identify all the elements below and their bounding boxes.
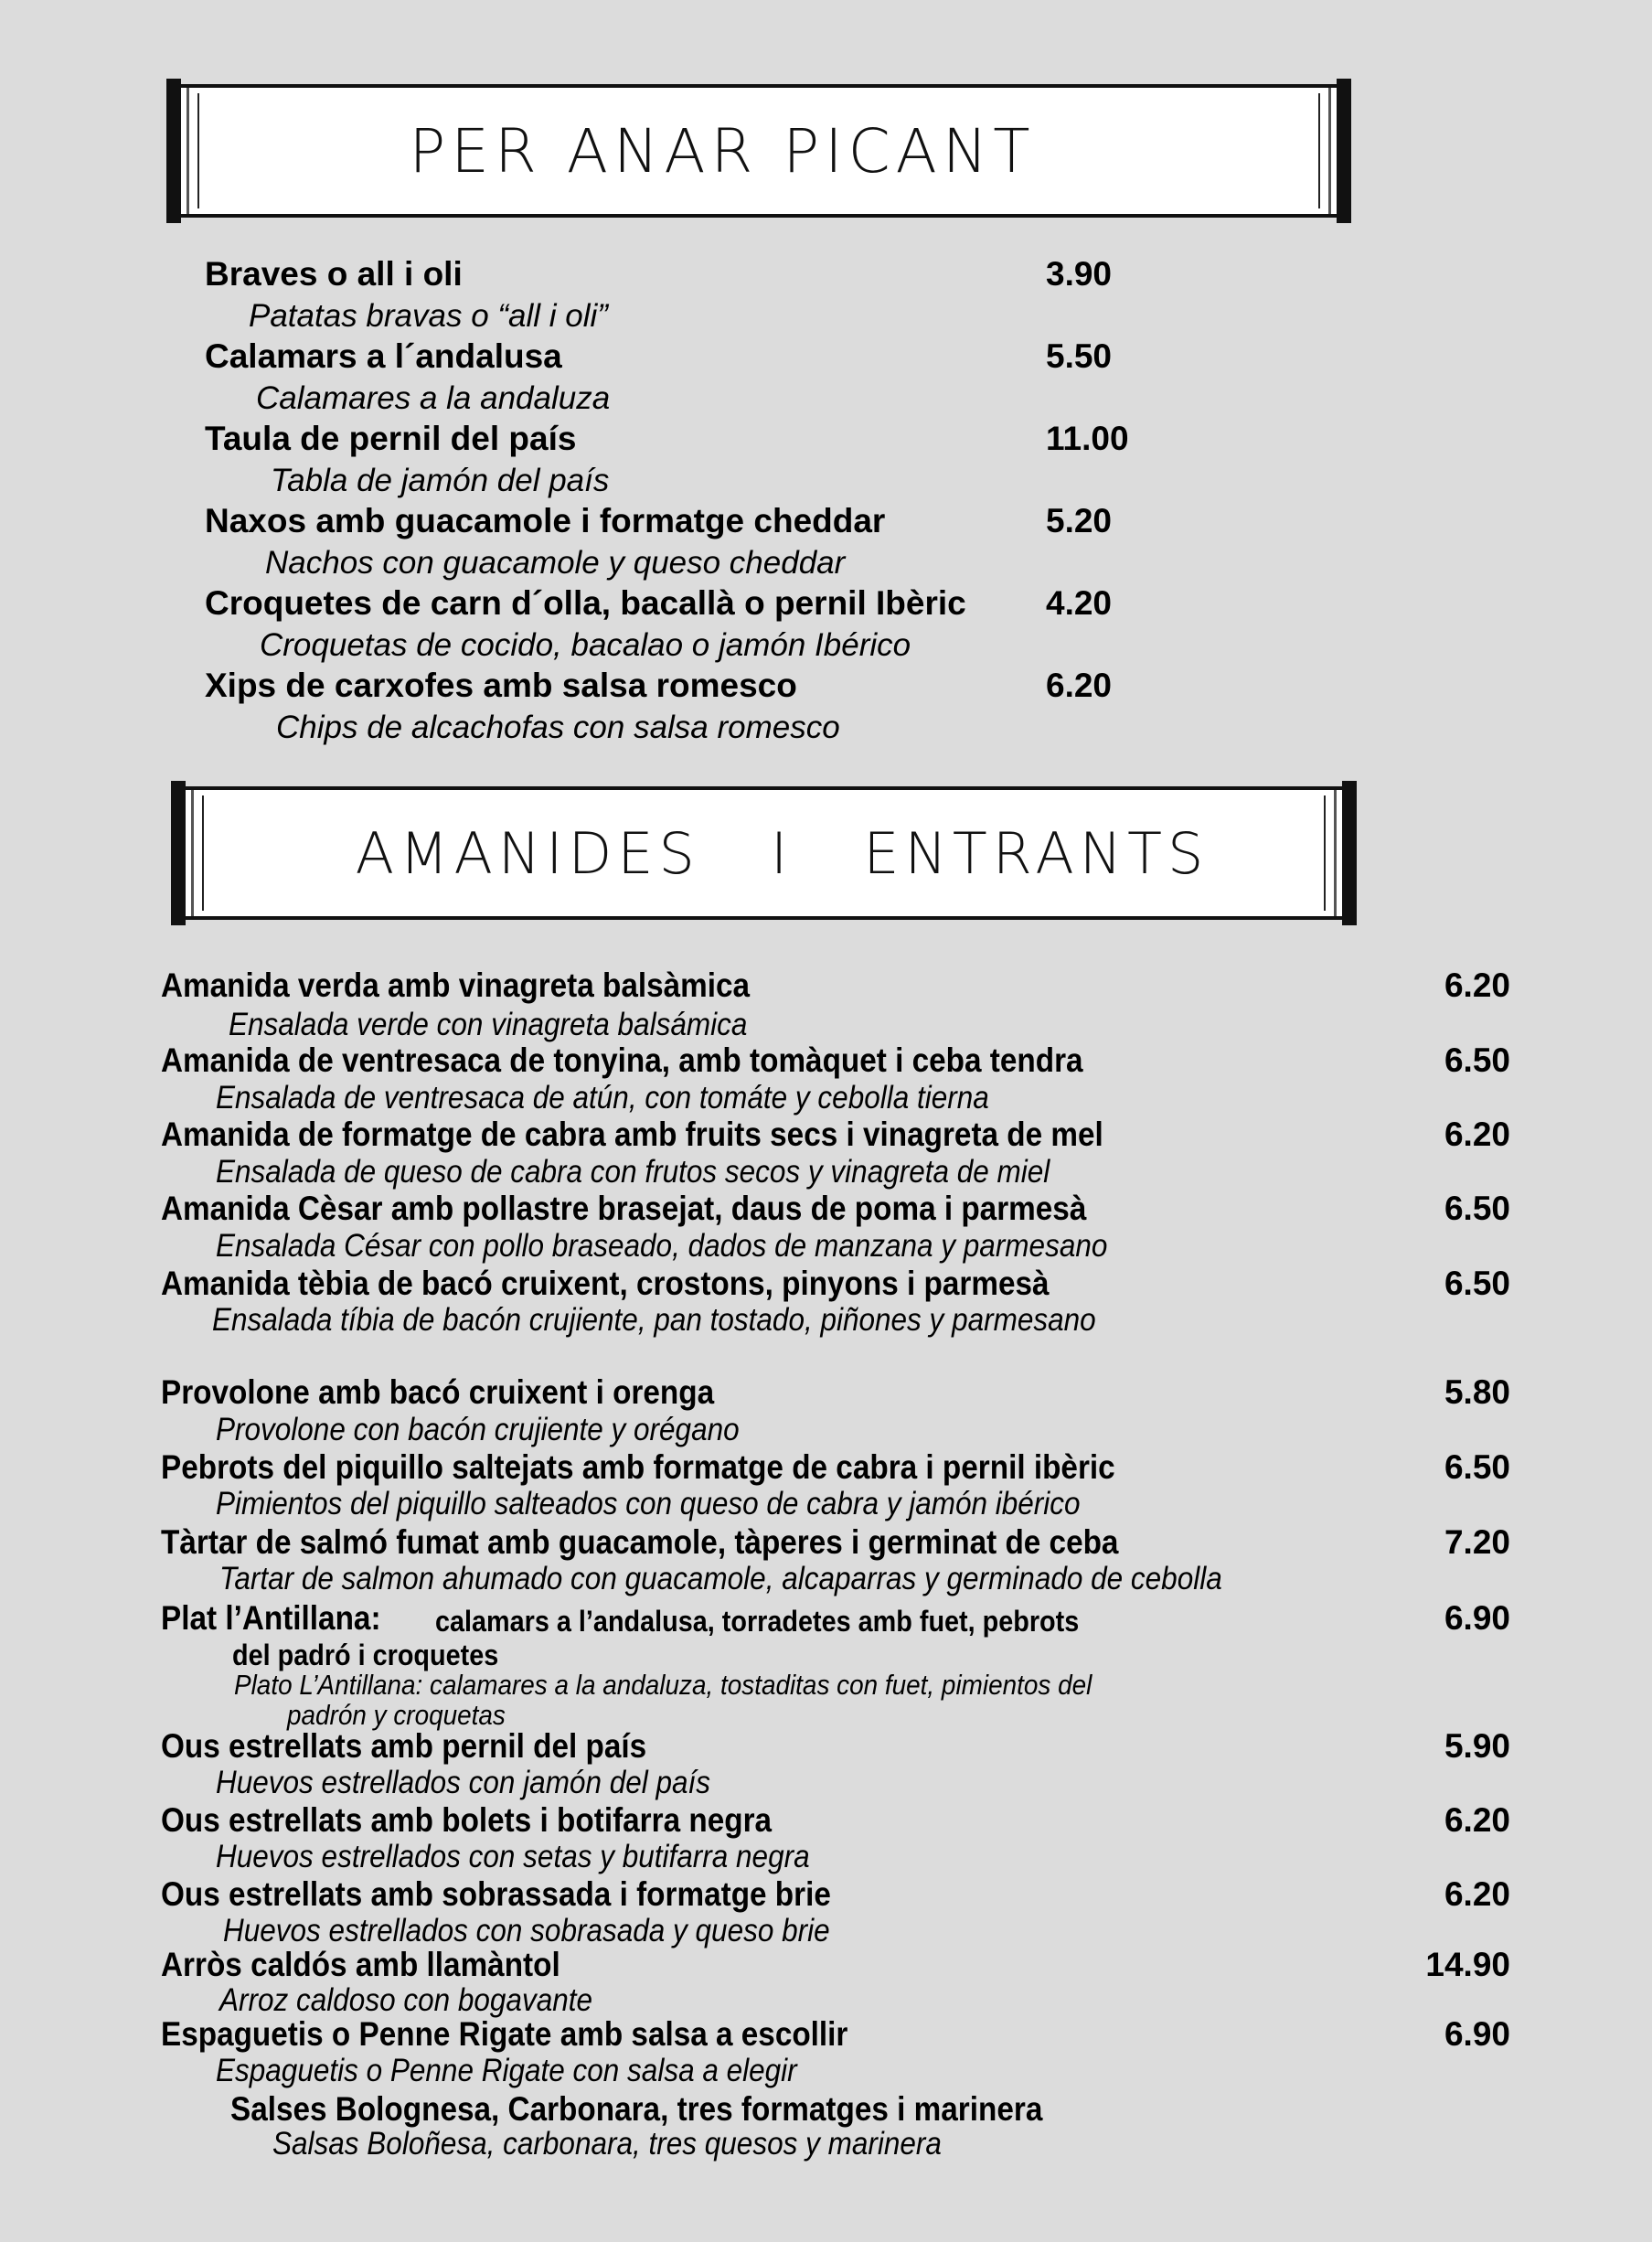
- item-description: Chips de alcachofas con salsa romesco: [276, 710, 840, 745]
- item-name: Naxos amb guacamole i formatge cheddar: [205, 502, 886, 539]
- item-name: Pebrots del piquillo saltejats amb formatge de cabra i pernil ibèric: [161, 1448, 1115, 1486]
- item-description: Ensalada de ventresaca de atún, con tomáte y cebolla tierna: [216, 1080, 989, 1116]
- item-description: Ensalada verde con vinagreta balsámica: [229, 1007, 748, 1042]
- item-name: Plat l’Antillana:: [161, 1599, 381, 1637]
- menu-item: [0, 1372, 1652, 1415]
- item-description: Ensalada César con pollo braseado, dados de manzana y parmesano: [216, 1228, 1108, 1264]
- item-price: 5.90: [1444, 1727, 1510, 1765]
- item-name: Amanida tèbia de bacó cruixent, crostons, pinyons i parmesà: [161, 1265, 1050, 1302]
- item-name: Provolone amb bacó cruixent i orenga: [161, 1373, 715, 1411]
- item-price: 7.20: [1444, 1523, 1510, 1561]
- item-price: 11.00: [1046, 420, 1129, 457]
- menu-item: [0, 501, 1652, 543]
- menu-item: [0, 1041, 1652, 1083]
- item-price: 6.20: [1444, 1801, 1510, 1839]
- item-name: Arròs caldós amb llamàntol: [161, 1946, 560, 1983]
- item-description: Ensalada tíbia de bacón crujiente, pan tostado, piñones y parmesano: [212, 1302, 1096, 1338]
- menu-item: [0, 1115, 1652, 1157]
- item-description: Tartar de salmon ahumado con guacamole, alcaparras y germinado de cebolla: [219, 1561, 1222, 1596]
- item-description: Huevos estrellados con jamón del país: [216, 1765, 711, 1800]
- menu-item: [0, 1189, 1652, 1231]
- item-description: Nachos con guacamole y queso cheddar: [265, 545, 846, 581]
- section-banner-2: [171, 786, 1357, 920]
- item-name: Amanida verda amb vinagreta balsàmica: [161, 966, 751, 1004]
- menu-item: [0, 336, 1652, 379]
- menu-item: [0, 1945, 1652, 1987]
- item-price: 6.50: [1444, 1265, 1510, 1302]
- item-price: 6.90: [1444, 2015, 1510, 2053]
- item-description: Provolone con bacón crujiente y orégano: [216, 1412, 740, 1447]
- item-name: Ous estrellats amb sobrassada i formatge brie: [161, 1875, 831, 1913]
- item-name: Xips de carxofes amb salsa romesco: [205, 667, 797, 704]
- item-name: Taula de pernil del país: [205, 420, 577, 457]
- item-price: 6.50: [1444, 1448, 1510, 1486]
- item-name: Tàrtar de salmó fumat amb guacamole, tàperes i germinat de ceba: [161, 1523, 1119, 1561]
- item-price: 5.20: [1046, 502, 1113, 539]
- item-description: Salsas Boloñesa, carbonara, tres quesos y marinera: [272, 2126, 942, 2162]
- item-price: 6.20: [1444, 1875, 1510, 1913]
- item-name-detail: calamars a l’andalusa, torradetes amb fuet, pebrots: [435, 1605, 1080, 1638]
- item-price: 6.20: [1046, 667, 1113, 704]
- item-price: 5.50: [1046, 337, 1113, 375]
- item-name: Croquetes de carn d´olla, bacallà o pernil Ibèric: [205, 584, 966, 622]
- menu-item: [0, 1726, 1652, 1768]
- item-name-continued: del padró i croquetes: [232, 1639, 499, 1671]
- menu-item: [0, 1874, 1652, 1916]
- item-name: Amanida de formatge de cabra amb fruits secs i vinagreta de mel: [161, 1116, 1103, 1153]
- item-name: Braves o all i oli: [205, 255, 463, 293]
- item-description: Tabla de jamón del país: [271, 463, 610, 498]
- item-description: Croquetas de cocido, bacalao o jamón Ibérico: [260, 627, 911, 663]
- menu-item: [0, 419, 1652, 461]
- item-price: 14.90: [1425, 1946, 1510, 1983]
- item-description: Huevos estrellados con sobrasada y queso brie: [223, 1913, 830, 1948]
- item-name: Amanida de ventresaca de tonyina, amb tomàquet i ceba tendra: [161, 1041, 1083, 1079]
- item-description: Espaguetis o Penne Rigate con salsa a elegir: [216, 2053, 797, 2088]
- item-name: Salses Bolognesa, Carbonara, tres formatges i marinera: [230, 2090, 1043, 2128]
- menu-item: [0, 254, 1652, 296]
- menu-item: [0, 1264, 1652, 1306]
- item-name: Ous estrellats amb pernil del país: [161, 1727, 647, 1765]
- menu-item: [0, 2014, 1652, 2056]
- menu-item: [0, 666, 1652, 708]
- item-price: 6.90: [1444, 1599, 1510, 1637]
- item-price: 5.80: [1444, 1373, 1510, 1411]
- menu-item: [0, 1800, 1652, 1842]
- item-description: Ensalada de queso de cabra con frutos secos y vinagreta de miel: [216, 1154, 1050, 1190]
- section-title: PER ANAR PICANT: [409, 115, 1036, 187]
- item-description: Plato L’Antillana: calamares a la andaluza, tostaditas con fuet, pimientos del: [234, 1669, 1092, 1701]
- menu-item: [0, 1522, 1652, 1564]
- item-name: Espaguetis o Penne Rigate amb salsa a escollir: [161, 2015, 848, 2053]
- item-price: 6.20: [1444, 966, 1510, 1004]
- item-description: Arroz caldoso con bogavante: [219, 1982, 593, 2018]
- section-title: AMANIDES I ENTRANTS: [355, 819, 1210, 887]
- item-price: 6.50: [1444, 1190, 1510, 1227]
- banner-post-right: [1337, 79, 1351, 223]
- item-price: 6.50: [1444, 1041, 1510, 1079]
- item-name: Calamars a l´andalusa: [205, 337, 562, 375]
- item-name: Ous estrellats amb bolets i botifarra negra: [161, 1801, 773, 1839]
- item-description: Huevos estrellados con setas y butifarra negra: [216, 1839, 810, 1874]
- item-description-continued: padrón y croquetas: [287, 1699, 506, 1731]
- item-description: Patatas bravas o “all i oli”: [249, 298, 608, 334]
- item-name: Amanida Cèsar amb pollastre brasejat, daus de poma i parmesà: [161, 1190, 1087, 1227]
- item-description: Calamares a la andaluza: [256, 380, 611, 416]
- item-price: 6.20: [1444, 1116, 1510, 1153]
- item-price: 4.20: [1046, 584, 1113, 622]
- menu-item: [0, 583, 1652, 625]
- section-banner-1: [166, 84, 1351, 218]
- banner-post-right: [1342, 781, 1357, 925]
- menu-item: [0, 966, 1652, 1008]
- item-price: 3.90: [1046, 255, 1113, 293]
- item-description: Pimientos del piquillo salteados con queso de cabra y jamón ibérico: [216, 1486, 1081, 1521]
- menu-item: [0, 1447, 1652, 1489]
